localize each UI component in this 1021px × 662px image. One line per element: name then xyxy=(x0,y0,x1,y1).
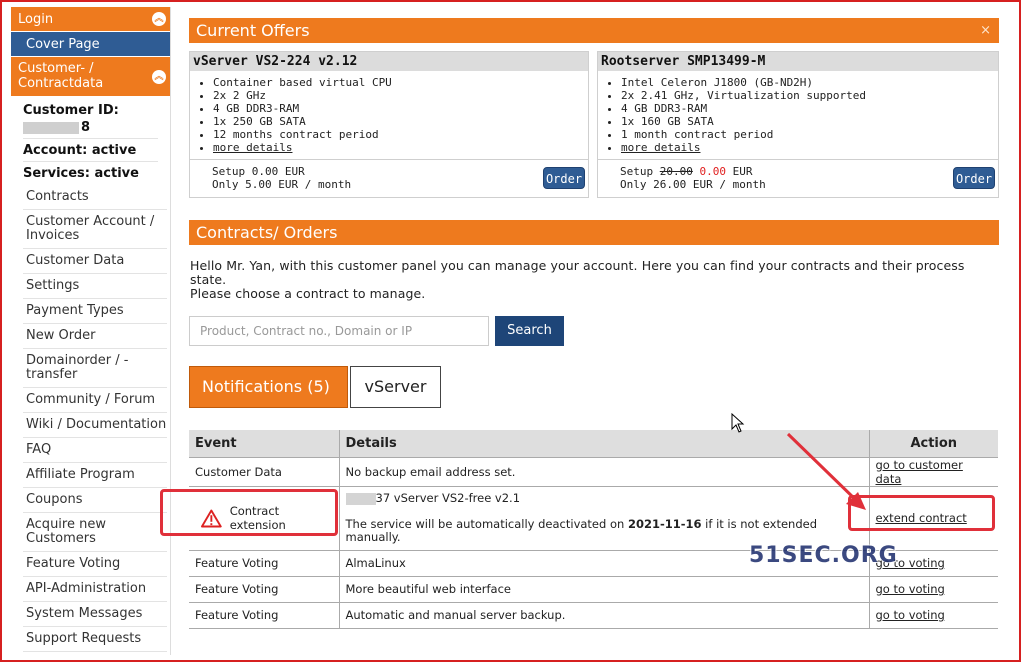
tab-notifications[interactable]: Notifications (5) xyxy=(189,366,348,408)
event-label: Contract extension xyxy=(229,504,286,532)
customer-header-label: Customer- / Contractdata xyxy=(18,61,104,91)
details-cell: More beautiful web interface xyxy=(339,576,869,602)
offers-header xyxy=(189,18,999,43)
more-details-link[interactable]: more details xyxy=(213,141,293,154)
event-cell: Feature Voting xyxy=(189,602,339,628)
annotation-box-action xyxy=(848,495,995,531)
offer-feature: • 4 GB DDR3-RAM xyxy=(213,102,588,115)
sidebar-menu xyxy=(11,185,170,652)
sidebar-item-settings[interactable]: Settings xyxy=(23,274,167,299)
sidebar-item-support-requests[interactable]: Support Requests xyxy=(23,627,167,652)
column-header-details: Details xyxy=(339,430,869,457)
extension-details xyxy=(346,492,863,544)
offer-feature: • 1x 250 GB SATA xyxy=(213,115,588,128)
details-cell xyxy=(339,486,869,550)
offer-card-vserver xyxy=(189,51,589,198)
search-bar xyxy=(189,316,999,346)
login-label: Login xyxy=(18,12,54,27)
sidebar-item-customer-data[interactable]: Customer Data xyxy=(23,249,167,274)
contracts-header xyxy=(189,220,999,245)
offer-card-rootserver xyxy=(597,51,999,198)
event-cell: Feature Voting xyxy=(189,576,339,602)
sidebar-item-affiliate[interactable]: Affiliate Program xyxy=(23,463,167,488)
old-setup-price: 20.00 xyxy=(659,165,693,178)
notice-text: if it is not extended xyxy=(701,517,817,531)
details-cell: AlmaLinux xyxy=(339,550,869,576)
sidebar-item-contracts[interactable]: Contracts xyxy=(23,185,167,210)
offer-pricing xyxy=(598,159,998,197)
setup-price: Setup 0.00 EUR xyxy=(212,165,305,178)
customer-id-value xyxy=(23,119,158,139)
sidebar-item-community[interactable]: Community / Forum xyxy=(23,388,167,413)
sidebar-item-domainorder[interactable]: Domainorder / - transfer xyxy=(23,349,167,388)
sidebar-item-system-messages[interactable]: System Messages xyxy=(23,602,167,627)
intro-line: Please choose a contract to manage. xyxy=(190,286,426,301)
offer-feature: • Intel Celeron J1800 (GB-ND2H) xyxy=(621,76,998,89)
offer-features xyxy=(190,71,588,154)
offer-features xyxy=(598,71,998,154)
column-header-event: Event xyxy=(189,430,339,457)
details-cell: Automatic and manual server backup. xyxy=(339,602,869,628)
action-cell xyxy=(869,576,998,602)
search-input[interactable]: Product, Contract no., Domain or IP xyxy=(189,316,489,346)
offer-feature: • 1x 160 GB SATA xyxy=(621,115,998,128)
offers-title: Current Offers xyxy=(196,21,310,40)
offer-feature xyxy=(621,141,998,154)
customer-id-suffix: 8 xyxy=(81,120,91,135)
offer-feature: • 12 months contract period xyxy=(213,128,588,141)
setup-price xyxy=(620,165,998,178)
sidebar-login-header[interactable] xyxy=(11,7,170,32)
notice-text: The service will be automatically deactivated on xyxy=(345,517,628,531)
sidebar-item-faq[interactable]: FAQ xyxy=(23,438,167,463)
sidebar-item-feature-voting[interactable]: Feature Voting xyxy=(23,552,167,577)
annotation-box-event xyxy=(160,489,338,536)
offer-feature: • Container based virtual CPU xyxy=(213,76,588,89)
watermark: 51SEC.ORG xyxy=(749,543,898,568)
intro-line: Hello Mr. Yan, with this customer panel you can manage your account. Here you can find your contracts and their process state. xyxy=(190,258,965,287)
order-button[interactable]: Order xyxy=(543,167,585,189)
redacted-block xyxy=(23,122,79,134)
action-cell xyxy=(869,457,998,486)
deactivation-notice xyxy=(346,518,863,531)
contract-name: 37 vServer VS2-free v2.1 xyxy=(375,491,521,505)
services-status: Services: active xyxy=(23,166,139,181)
offer-feature xyxy=(213,141,588,154)
sidebar-item-api-administration[interactable]: API-Administration xyxy=(23,577,167,602)
offer-title: vServer VS2-224 v2.12 xyxy=(190,52,588,71)
go-to-customer-data-link[interactable]: go to customer data xyxy=(875,457,963,486)
table-row xyxy=(189,576,998,602)
contracts-title: Contracts/ Orders xyxy=(196,223,338,242)
offers-row xyxy=(189,51,999,198)
go-to-voting-link[interactable]: go to voting xyxy=(875,556,945,570)
action-cell xyxy=(869,602,998,628)
tab-vserver[interactable]: vServer xyxy=(350,366,441,408)
setup-suffix: EUR xyxy=(726,165,753,178)
new-setup-price: 0.00 xyxy=(699,165,726,178)
table-row xyxy=(189,457,998,486)
event-cell: Feature Voting xyxy=(189,550,339,576)
table-row xyxy=(189,602,998,628)
sidebar-item-payment-types[interactable]: Payment Types xyxy=(23,299,167,324)
tabs xyxy=(189,366,999,408)
go-to-voting-link[interactable]: go to voting xyxy=(875,582,945,596)
sidebar-item-cover-page[interactable]: Cover Page xyxy=(11,32,170,57)
main-content xyxy=(189,18,999,629)
sidebar-item-coupons[interactable]: Coupons xyxy=(23,488,167,513)
contract-line xyxy=(346,492,863,505)
table-header-row xyxy=(189,430,998,457)
offer-feature: • 4 GB DDR3-RAM xyxy=(621,102,998,115)
offer-feature: • 1 month contract period xyxy=(621,128,998,141)
customer-id-label: Customer ID: xyxy=(23,103,119,118)
notice-text: manually. xyxy=(345,530,401,544)
sidebar-customer-header[interactable] xyxy=(11,57,170,97)
offer-title: Rootserver SMP13499-M xyxy=(598,52,998,71)
collapse-icon[interactable]: ︽ xyxy=(152,70,166,84)
event-cell: Customer Data xyxy=(189,457,339,486)
mouse-cursor-icon xyxy=(731,413,745,433)
close-icon[interactable]: × xyxy=(980,23,991,38)
sidebar-item-new-order[interactable]: New Order xyxy=(23,324,167,349)
sidebar-item-wiki[interactable]: Wiki / Documentation xyxy=(23,413,167,438)
monthly-price: Only 5.00 EUR / month xyxy=(212,178,352,191)
more-details-link[interactable]: more details xyxy=(621,141,701,154)
order-button[interactable]: Order xyxy=(953,167,995,189)
extend-contract-link[interactable]: extend contract xyxy=(875,511,967,525)
search-button[interactable]: Search xyxy=(495,316,564,346)
redacted-block xyxy=(346,493,376,505)
account-status: Account: active xyxy=(23,139,158,162)
go-to-voting-link[interactable]: go to voting xyxy=(875,608,945,622)
details-cell: No backup email address set. xyxy=(339,457,869,486)
offer-pricing xyxy=(190,159,588,197)
collapse-icon[interactable]: ︽ xyxy=(152,12,166,26)
sidebar-item-customer-account[interactable]: Customer Account / Invoices xyxy=(23,210,167,249)
deactivation-date: 2021-11-16 xyxy=(627,517,702,531)
setup-prefix: Setup xyxy=(620,165,660,178)
customer-info xyxy=(11,97,170,185)
monthly-price: Only 26.00 EUR / month xyxy=(620,178,766,191)
column-header-action: Action xyxy=(869,430,998,457)
sidebar-item-acquire-customers[interactable]: Acquire new Customers xyxy=(23,513,167,552)
intro-text xyxy=(189,259,999,301)
offer-feature: • 2x 2.41 GHz, Virtualization supported xyxy=(621,89,998,102)
sidebar xyxy=(11,7,171,655)
offer-feature: • 2x 2 GHz xyxy=(213,89,588,102)
